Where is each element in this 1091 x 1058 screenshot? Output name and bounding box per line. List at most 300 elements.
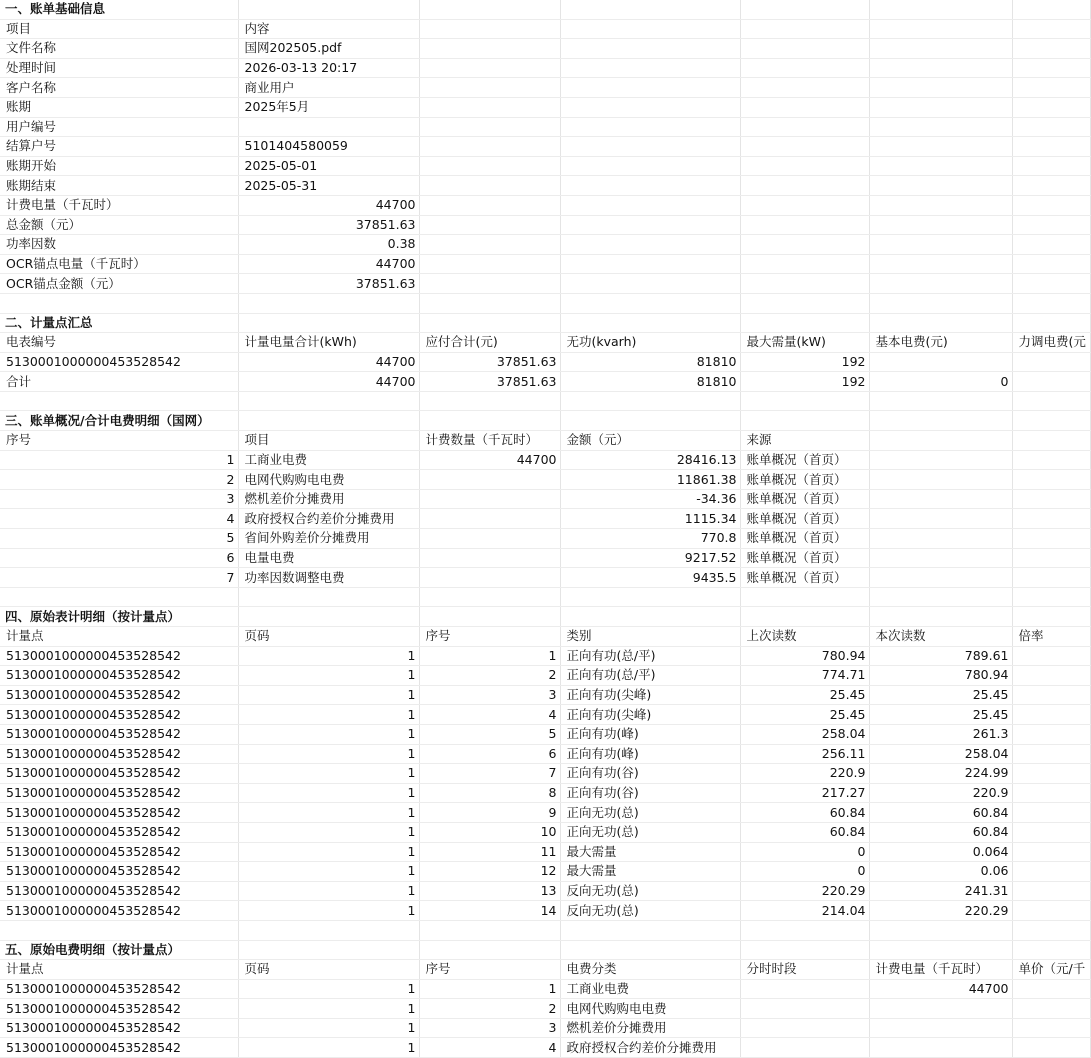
cell[interactable]: 1: [238, 862, 419, 882]
header-cell[interactable]: 基本电费(元): [869, 333, 1012, 353]
cell[interactable]: 账期开始: [0, 156, 238, 176]
cell[interactable]: [740, 999, 869, 1019]
cell[interactable]: [419, 529, 560, 549]
cell[interactable]: 2026-03-13 20:17: [238, 58, 419, 78]
cell[interactable]: 1: [238, 822, 419, 842]
cell[interactable]: 44700: [238, 352, 419, 372]
cell[interactable]: 正向有功(峰): [560, 744, 740, 764]
header-cell[interactable]: 计量电量合计(kWh): [238, 333, 419, 353]
cell[interactable]: 0: [740, 862, 869, 882]
cell[interactable]: 电量电费: [238, 548, 419, 568]
cell[interactable]: [1012, 783, 1090, 803]
header-cell[interactable]: [419, 19, 560, 39]
cell[interactable]: 0.38: [238, 235, 419, 255]
cell[interactable]: [869, 920, 1012, 940]
cell[interactable]: 正向有功(谷): [560, 764, 740, 784]
cell[interactable]: [869, 391, 1012, 411]
cell[interactable]: 6: [419, 744, 560, 764]
cell[interactable]: [740, 920, 869, 940]
cell[interactable]: [869, 176, 1012, 196]
cell[interactable]: 5130001000000453528542: [0, 901, 238, 921]
cell[interactable]: [1012, 607, 1090, 627]
cell[interactable]: 客户名称: [0, 78, 238, 98]
cell[interactable]: 1: [238, 1018, 419, 1038]
cell[interactable]: [0, 587, 238, 607]
cell[interactable]: -34.36: [560, 489, 740, 509]
cell[interactable]: 政府授权合约差价分摊费用: [238, 509, 419, 529]
cell[interactable]: 1: [0, 450, 238, 470]
cell[interactable]: [869, 39, 1012, 59]
cell[interactable]: 60.84: [740, 803, 869, 823]
cell[interactable]: 25.45: [740, 685, 869, 705]
cell[interactable]: 用户编号: [0, 117, 238, 137]
cell[interactable]: 账单概况（首页）: [740, 529, 869, 549]
cell[interactable]: [560, 39, 740, 59]
cell[interactable]: 1: [238, 979, 419, 999]
cell[interactable]: [1012, 646, 1090, 666]
cell[interactable]: 1: [238, 783, 419, 803]
cell[interactable]: 正向有功(总/平): [560, 646, 740, 666]
cell[interactable]: [869, 470, 1012, 490]
cell[interactable]: [238, 940, 419, 960]
cell[interactable]: [419, 39, 560, 59]
cell[interactable]: 37851.63: [238, 215, 419, 235]
cell[interactable]: [560, 137, 740, 157]
cell[interactable]: 1: [419, 646, 560, 666]
cell[interactable]: 5: [0, 529, 238, 549]
cell[interactable]: [1012, 568, 1090, 588]
cell[interactable]: 1: [238, 803, 419, 823]
cell[interactable]: [560, 58, 740, 78]
cell[interactable]: 正向有功(总/平): [560, 666, 740, 686]
cell[interactable]: 3: [419, 685, 560, 705]
cell[interactable]: 5: [419, 724, 560, 744]
cell[interactable]: [869, 117, 1012, 137]
cell[interactable]: 正向有功(尖峰): [560, 685, 740, 705]
cell[interactable]: [1012, 764, 1090, 784]
cell[interactable]: 计费电量（千瓦时）: [0, 195, 238, 215]
cell[interactable]: [560, 78, 740, 98]
cell[interactable]: [1012, 215, 1090, 235]
section-title[interactable]: 五、原始电费明细（按计量点）: [0, 940, 238, 960]
cell[interactable]: [1012, 744, 1090, 764]
cell[interactable]: [1012, 411, 1090, 431]
cell[interactable]: [419, 176, 560, 196]
header-cell[interactable]: 应付合计(元): [419, 333, 560, 353]
cell[interactable]: 1: [238, 842, 419, 862]
cell[interactable]: [419, 587, 560, 607]
cell[interactable]: 4: [419, 1038, 560, 1058]
cell[interactable]: 最大需量: [560, 842, 740, 862]
cell[interactable]: 3: [419, 1018, 560, 1038]
cell[interactable]: 电网代购购电电费: [560, 999, 740, 1019]
cell[interactable]: [740, 156, 869, 176]
cell[interactable]: OCR锚点电量（千瓦时）: [0, 254, 238, 274]
cell[interactable]: [1012, 529, 1090, 549]
cell[interactable]: [1012, 117, 1090, 137]
cell[interactable]: [419, 313, 560, 333]
cell[interactable]: [0, 391, 238, 411]
cell[interactable]: [560, 940, 740, 960]
header-cell[interactable]: [740, 19, 869, 39]
cell[interactable]: 1: [238, 724, 419, 744]
cell[interactable]: [869, 254, 1012, 274]
cell[interactable]: 燃机差价分摊费用: [238, 489, 419, 509]
cell[interactable]: 处理时间: [0, 58, 238, 78]
header-cell[interactable]: 单价（元/千: [1012, 960, 1090, 980]
cell[interactable]: 0: [869, 372, 1012, 392]
cell[interactable]: 商业用户: [238, 78, 419, 98]
cell[interactable]: [560, 97, 740, 117]
cell[interactable]: [869, 156, 1012, 176]
cell[interactable]: [740, 137, 869, 157]
cell[interactable]: [869, 940, 1012, 960]
cell[interactable]: [869, 215, 1012, 235]
cell[interactable]: [1012, 705, 1090, 725]
cell[interactable]: [238, 117, 419, 137]
cell[interactable]: [869, 313, 1012, 333]
cell[interactable]: [419, 607, 560, 627]
cell[interactable]: 44700: [238, 195, 419, 215]
cell[interactable]: [869, 450, 1012, 470]
cell[interactable]: 774.71: [740, 666, 869, 686]
cell[interactable]: 192: [740, 352, 869, 372]
cell[interactable]: [1012, 881, 1090, 901]
cell[interactable]: 5130001000000453528542: [0, 705, 238, 725]
cell[interactable]: 11: [419, 842, 560, 862]
cell[interactable]: 账单概况（首页）: [740, 568, 869, 588]
cell[interactable]: 5130001000000453528542: [0, 1038, 238, 1058]
cell[interactable]: [740, 254, 869, 274]
cell[interactable]: 37851.63: [419, 352, 560, 372]
cell[interactable]: 5130001000000453528542: [0, 999, 238, 1019]
cell[interactable]: [419, 254, 560, 274]
cell[interactable]: [869, 548, 1012, 568]
cell[interactable]: OCR锚点金额（元）: [0, 274, 238, 294]
cell[interactable]: 0.064: [869, 842, 1012, 862]
cell[interactable]: [740, 58, 869, 78]
cell[interactable]: [1012, 313, 1090, 333]
cell[interactable]: [419, 156, 560, 176]
cell[interactable]: [419, 117, 560, 137]
cell[interactable]: 合计: [0, 372, 238, 392]
cell[interactable]: [740, 235, 869, 255]
header-cell[interactable]: 计量点: [0, 960, 238, 980]
cell[interactable]: [1012, 1038, 1090, 1058]
cell[interactable]: [740, 215, 869, 235]
cell[interactable]: [419, 195, 560, 215]
cell[interactable]: [419, 411, 560, 431]
cell[interactable]: 81810: [560, 372, 740, 392]
cell[interactable]: [740, 1018, 869, 1038]
cell[interactable]: [1012, 822, 1090, 842]
cell[interactable]: 3: [0, 489, 238, 509]
cell[interactable]: [1012, 293, 1090, 313]
cell[interactable]: [869, 352, 1012, 372]
cell[interactable]: [869, 78, 1012, 98]
cell[interactable]: [560, 607, 740, 627]
cell[interactable]: [419, 0, 560, 19]
cell[interactable]: 220.9: [740, 764, 869, 784]
cell[interactable]: 25.45: [740, 705, 869, 725]
cell[interactable]: [740, 411, 869, 431]
cell[interactable]: 5130001000000453528542: [0, 803, 238, 823]
cell[interactable]: [238, 920, 419, 940]
cell[interactable]: 9: [419, 803, 560, 823]
cell[interactable]: 5130001000000453528542: [0, 822, 238, 842]
cell[interactable]: 功率因数调整电费: [238, 568, 419, 588]
cell[interactable]: 220.29: [740, 881, 869, 901]
cell[interactable]: [0, 920, 238, 940]
header-cell[interactable]: 内容: [238, 19, 419, 39]
cell[interactable]: [869, 509, 1012, 529]
cell[interactable]: 258.04: [869, 744, 1012, 764]
cell[interactable]: [238, 0, 419, 19]
cell[interactable]: [419, 391, 560, 411]
cell[interactable]: [419, 215, 560, 235]
cell[interactable]: 9435.5: [560, 568, 740, 588]
cell[interactable]: [1012, 470, 1090, 490]
cell[interactable]: [740, 0, 869, 19]
cell[interactable]: [560, 920, 740, 940]
cell[interactable]: [560, 313, 740, 333]
cell[interactable]: [740, 39, 869, 59]
cell[interactable]: [238, 607, 419, 627]
cell[interactable]: 1: [419, 979, 560, 999]
cell[interactable]: 60.84: [740, 822, 869, 842]
cell[interactable]: 正向有功(峰): [560, 724, 740, 744]
cell[interactable]: 文件名称: [0, 39, 238, 59]
cell[interactable]: 44700: [238, 372, 419, 392]
cell[interactable]: 10: [419, 822, 560, 842]
cell[interactable]: 224.99: [869, 764, 1012, 784]
cell[interactable]: [1012, 176, 1090, 196]
header-cell[interactable]: [1012, 431, 1090, 451]
cell[interactable]: 9217.52: [560, 548, 740, 568]
cell[interactable]: 1: [238, 764, 419, 784]
cell[interactable]: [1012, 685, 1090, 705]
cell[interactable]: 2025-05-01: [238, 156, 419, 176]
cell[interactable]: [869, 235, 1012, 255]
cell[interactable]: 12: [419, 862, 560, 882]
cell[interactable]: 0.06: [869, 862, 1012, 882]
cell[interactable]: 5130001000000453528542: [0, 979, 238, 999]
cell[interactable]: [869, 529, 1012, 549]
cell[interactable]: [1012, 979, 1090, 999]
cell[interactable]: 220.9: [869, 783, 1012, 803]
header-cell[interactable]: 金额（元）: [560, 431, 740, 451]
cell[interactable]: 账单概况（首页）: [740, 450, 869, 470]
cell[interactable]: 省间外购差价分摊费用: [238, 529, 419, 549]
cell[interactable]: [1012, 97, 1090, 117]
cell[interactable]: [560, 235, 740, 255]
cell[interactable]: [419, 940, 560, 960]
section-title[interactable]: 四、原始表计明细（按计量点）: [0, 607, 238, 627]
section-title[interactable]: 一、账单基础信息: [0, 0, 238, 19]
cell[interactable]: 256.11: [740, 744, 869, 764]
cell[interactable]: [869, 195, 1012, 215]
cell[interactable]: [740, 117, 869, 137]
cell[interactable]: 789.61: [869, 646, 1012, 666]
cell[interactable]: [1012, 803, 1090, 823]
cell[interactable]: [560, 274, 740, 294]
cell[interactable]: [869, 1018, 1012, 1038]
cell[interactable]: [740, 587, 869, 607]
cell[interactable]: [1012, 156, 1090, 176]
cell[interactable]: [560, 117, 740, 137]
cell[interactable]: [238, 313, 419, 333]
cell[interactable]: 反向无功(总): [560, 901, 740, 921]
header-cell[interactable]: 计费数量（千瓦时）: [419, 431, 560, 451]
header-cell[interactable]: 序号: [0, 431, 238, 451]
cell[interactable]: 5130001000000453528542: [0, 685, 238, 705]
cell[interactable]: [869, 293, 1012, 313]
header-cell[interactable]: 电表编号: [0, 333, 238, 353]
cell[interactable]: 0: [740, 842, 869, 862]
cell[interactable]: 1: [238, 901, 419, 921]
header-cell[interactable]: 分时时段: [740, 960, 869, 980]
cell[interactable]: [419, 293, 560, 313]
cell[interactable]: [419, 97, 560, 117]
cell[interactable]: 正向无功(总): [560, 803, 740, 823]
cell[interactable]: [869, 274, 1012, 294]
cell[interactable]: [238, 391, 419, 411]
cell[interactable]: [419, 274, 560, 294]
cell[interactable]: 1: [238, 646, 419, 666]
cell[interactable]: 1: [238, 744, 419, 764]
cell[interactable]: [419, 489, 560, 509]
cell[interactable]: 5130001000000453528542: [0, 862, 238, 882]
cell[interactable]: [560, 215, 740, 235]
cell[interactable]: [740, 97, 869, 117]
cell[interactable]: [0, 293, 238, 313]
section-title[interactable]: 二、计量点汇总: [0, 313, 238, 333]
header-cell[interactable]: [1012, 19, 1090, 39]
cell[interactable]: 国网202505.pdf: [238, 39, 419, 59]
cell[interactable]: [1012, 489, 1090, 509]
cell[interactable]: [740, 195, 869, 215]
cell[interactable]: 1115.34: [560, 509, 740, 529]
cell[interactable]: 4: [419, 705, 560, 725]
cell[interactable]: 反向无功(总): [560, 881, 740, 901]
cell[interactable]: [740, 979, 869, 999]
cell[interactable]: 44700: [419, 450, 560, 470]
header-cell[interactable]: 电费分类: [560, 960, 740, 980]
cell[interactable]: [1012, 587, 1090, 607]
cell[interactable]: [740, 313, 869, 333]
cell[interactable]: 44700: [238, 254, 419, 274]
header-cell[interactable]: 项目: [0, 19, 238, 39]
cell[interactable]: [869, 58, 1012, 78]
cell[interactable]: [560, 176, 740, 196]
cell[interactable]: [419, 509, 560, 529]
cell[interactable]: [869, 0, 1012, 19]
cell[interactable]: 1: [238, 1038, 419, 1058]
cell[interactable]: 13: [419, 881, 560, 901]
header-cell[interactable]: 倍率: [1012, 627, 1090, 647]
cell[interactable]: 账单概况（首页）: [740, 489, 869, 509]
cell[interactable]: 账期结束: [0, 176, 238, 196]
cell[interactable]: [1012, 724, 1090, 744]
cell[interactable]: 5130001000000453528542: [0, 881, 238, 901]
cell[interactable]: 账单概况（首页）: [740, 548, 869, 568]
cell[interactable]: [1012, 842, 1090, 862]
cell[interactable]: 214.04: [740, 901, 869, 921]
cell[interactable]: 1: [238, 881, 419, 901]
cell[interactable]: 5130001000000453528542: [0, 842, 238, 862]
cell[interactable]: [869, 489, 1012, 509]
header-cell[interactable]: 最大需量(kW): [740, 333, 869, 353]
cell[interactable]: [1012, 450, 1090, 470]
cell[interactable]: 217.27: [740, 783, 869, 803]
cell[interactable]: [1012, 254, 1090, 274]
cell[interactable]: 261.3: [869, 724, 1012, 744]
cell[interactable]: [1012, 78, 1090, 98]
cell[interactable]: 5130001000000453528542: [0, 744, 238, 764]
cell[interactable]: [1012, 548, 1090, 568]
header-cell[interactable]: 计量点: [0, 627, 238, 647]
cell[interactable]: [419, 78, 560, 98]
cell[interactable]: [560, 156, 740, 176]
cell[interactable]: [740, 1038, 869, 1058]
cell[interactable]: 5130001000000453528542: [0, 352, 238, 372]
cell[interactable]: 账单概况（首页）: [740, 509, 869, 529]
cell[interactable]: 5130001000000453528542: [0, 783, 238, 803]
header-cell[interactable]: 计费电量（千瓦时）: [869, 960, 1012, 980]
header-cell[interactable]: 页码: [238, 960, 419, 980]
cell[interactable]: [238, 293, 419, 313]
cell[interactable]: 5130001000000453528542: [0, 646, 238, 666]
cell[interactable]: 电网代购购电电费: [238, 470, 419, 490]
header-cell[interactable]: 上次读数: [740, 627, 869, 647]
cell[interactable]: [1012, 0, 1090, 19]
header-cell[interactable]: 项目: [238, 431, 419, 451]
cell[interactable]: [869, 411, 1012, 431]
cell[interactable]: [1012, 391, 1090, 411]
cell[interactable]: 780.94: [869, 666, 1012, 686]
cell[interactable]: 燃机差价分摊费用: [560, 1018, 740, 1038]
cell[interactable]: [1012, 509, 1090, 529]
cell[interactable]: [740, 940, 869, 960]
cell[interactable]: [869, 587, 1012, 607]
cell[interactable]: [1012, 1018, 1090, 1038]
cell[interactable]: 结算户号: [0, 137, 238, 157]
cell[interactable]: 2: [419, 999, 560, 1019]
cell[interactable]: 60.84: [869, 822, 1012, 842]
header-cell[interactable]: 类别: [560, 627, 740, 647]
cell[interactable]: [419, 920, 560, 940]
cell[interactable]: 60.84: [869, 803, 1012, 823]
header-cell[interactable]: 来源: [740, 431, 869, 451]
cell[interactable]: [560, 391, 740, 411]
cell[interactable]: 功率因数: [0, 235, 238, 255]
cell[interactable]: [238, 411, 419, 431]
cell[interactable]: 241.31: [869, 881, 1012, 901]
cell[interactable]: [238, 587, 419, 607]
cell[interactable]: [1012, 666, 1090, 686]
cell[interactable]: [740, 293, 869, 313]
cell[interactable]: [1012, 901, 1090, 921]
cell[interactable]: 正向无功(总): [560, 822, 740, 842]
header-cell[interactable]: [560, 19, 740, 39]
cell[interactable]: 5130001000000453528542: [0, 764, 238, 784]
cell[interactable]: [1012, 235, 1090, 255]
header-cell[interactable]: 序号: [419, 627, 560, 647]
cell[interactable]: 28416.13: [560, 450, 740, 470]
cell[interactable]: [869, 137, 1012, 157]
header-cell[interactable]: [869, 431, 1012, 451]
cell[interactable]: 14: [419, 901, 560, 921]
